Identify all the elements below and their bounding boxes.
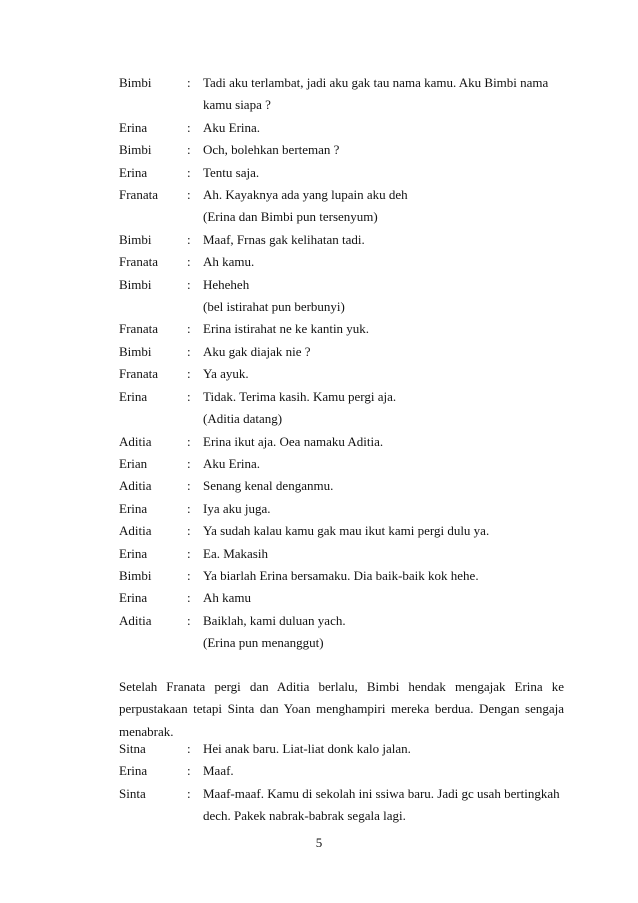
speaker-name: Aditia [119,612,152,628]
colon-separator: : [187,366,191,382]
dialogue-text: Senang kenal denganmu. [203,478,334,494]
speaker-name: Bimbi [119,75,152,90]
dialogue-line [119,453,564,475]
dialogue-text: Erina ikut aja. Oea namaku Aditia. [203,433,384,449]
dialogue-text: Erina istirahat ne ke kantin yuk. [203,321,370,337]
dialogue-text: Tadi aku terlambat, jadi aku gak tau nama kamu. Aku Bimbi nama [203,75,549,90]
speaker-name: Erina [119,545,148,561]
dialogue-text: Och, bolehkan berteman ? [203,142,340,158]
speaker-name: Aditia [119,433,152,449]
dialogue-line [119,760,564,782]
dialogue-line [119,72,564,94]
speaker-name: Franata [119,321,158,337]
dialogue-text: Tentu saja. [203,164,260,180]
speaker-name: Erina [119,388,148,404]
dialogue-text: Aku gak diajak nie ? [203,343,311,359]
dialogue-text: Maaf-maaf. Kamu di sekolah ini ssiwa baru. Jadi gc usah bertingkah [203,785,560,801]
colon-separator: : [187,612,191,628]
colon-separator: : [187,164,191,180]
dialogue-line [119,386,564,408]
speaker-name: Aditia [119,523,152,539]
speaker-name: Erina [119,590,148,606]
speaker-name: Erina [119,500,148,516]
dialogue-line [119,94,564,116]
speaker-name [119,206,187,228]
dialogue-line [119,431,564,453]
page-number: 5 [315,835,323,850]
dialogue-line [119,587,564,609]
speaker-name: Erina [119,763,148,779]
dialogue-line [119,274,564,296]
dialogue-line [119,251,564,273]
dialogue-text: Hei anak baru. Liat-liat donk kalo jalan. [203,741,411,756]
narration-paragraph: Setelah Franata pergi dan Aditia berlalu, Bimbi hendak mengajak Erina ke perpustakaan tetapi Sinta dan Yoan menghampiri mereka berdua. Dengan sengaja menabrak. [119,679,564,739]
speaker-name: Franata [119,254,158,270]
speaker-name: Bimbi [119,142,152,158]
stage-direction: (Erina dan Bimbi pun tersenyum) [203,209,378,225]
speaker-name: Erina [119,164,148,180]
dialogue-line [119,498,564,520]
colon-separator: : [187,142,191,158]
colon-separator: : [187,119,191,135]
colon-separator: : [187,500,191,516]
speaker-name: Sinta [119,785,146,801]
colon-separator: : [187,231,191,247]
speaker-name: Erina [119,119,148,135]
dialogue-text: Ah kamu [203,590,252,606]
dialogue-line [119,610,564,632]
speaker-name [119,94,187,116]
dialogue-line [119,543,564,565]
dialogue-line [119,805,564,827]
dialogue-block [119,72,564,655]
colon-separator: : [187,763,191,779]
stage-direction: (Erina pun menanggut) [203,635,324,651]
colon-separator [187,408,203,430]
colon-separator: : [187,433,191,449]
dialogue-text: Ya sudah kalau kamu gak mau ikut kami pergi dulu ya. [203,523,490,539]
speaker-name: Bimbi [119,276,152,292]
dialogue-line [119,117,564,139]
speaker-name [119,408,187,430]
colon-separator [187,632,203,654]
colon-separator: : [187,455,191,471]
colon-separator: : [187,478,191,494]
colon-separator: : [187,741,191,756]
dialogue-text: Ya ayuk. [203,366,249,382]
colon-separator [187,206,203,228]
speaker-name: Bimbi [119,343,152,359]
stage-direction: dech. Pakek nabrak-babrak segala lagi. [203,808,406,824]
dialogue-text: Ya biarlah Erina bersamaku. Dia baik-baik kok hehe. [203,567,479,583]
colon-separator: : [187,567,191,583]
dialogue-text: Aku Erina. [203,455,261,471]
dialogue-text: Tidak. Terima kasih. Kamu pergi aja. [203,388,397,404]
speaker-name [119,296,187,318]
speaker-name: Franata [119,366,158,382]
colon-separator: : [187,590,191,606]
dialogue-line [119,520,564,542]
dialogue-line [119,363,564,385]
dialogue-line [119,475,564,497]
dialogue-text: Ea. Makasih [203,545,268,561]
speaker-name: Bimbi [119,567,152,583]
colon-separator [187,296,203,318]
dialogue-line [119,296,564,318]
colon-separator: : [187,321,191,337]
dialogue-line [119,139,564,161]
speaker-name: Bimbi [119,231,152,247]
dialogue-line [119,184,564,206]
dialogue-line [119,408,564,430]
dialogue-line [119,341,564,363]
colon-separator: : [187,276,191,292]
dialogue-line [119,162,564,184]
speaker-name: Franata [119,187,158,203]
speaker-name: Sitna [119,741,146,756]
colon-separator: : [187,254,191,270]
stage-direction: (Aditia datang) [203,411,283,427]
colon-separator: : [187,75,191,90]
dialogue-text: Iya aku juga. [203,500,271,516]
dialogue-text: Heheheh [203,276,250,292]
dialogue-text: Aku Erina. [203,119,261,135]
speaker-name [119,805,187,827]
colon-separator: : [187,545,191,561]
stage-direction: (bel istirahat pun berbunyi) [203,299,345,315]
dialogue-line [119,229,564,251]
colon-separator: : [187,523,191,539]
speaker-name [119,632,187,654]
dialogue-text: Maaf, Frnas gak kelihatan tadi. [203,231,365,247]
dialogue-line [119,318,564,340]
dialogue-line [119,206,564,228]
dialogue-line [119,783,564,805]
dialogue-text: Baiklah, kami duluan yach. [203,612,346,628]
dialogue-line [119,565,564,587]
dialogue-text: Ah kamu. [203,254,255,270]
dialogue-line [119,738,564,760]
dialogue-text: Ah. Kayaknya ada yang lupain aku deh [203,187,408,203]
colon-separator: : [187,343,191,359]
colon-separator [187,805,203,827]
dialogue-block-2 [119,738,564,828]
dialogue-text: Maaf. [203,763,234,779]
colon-separator: : [187,187,191,203]
colon-separator [187,94,203,116]
speaker-name: Aditia [119,478,152,494]
dialogue-line [119,632,564,654]
speaker-name: Erian [119,455,148,471]
stage-direction: kamu siapa ? [203,97,271,113]
colon-separator: : [187,785,191,801]
colon-separator: : [187,388,191,404]
